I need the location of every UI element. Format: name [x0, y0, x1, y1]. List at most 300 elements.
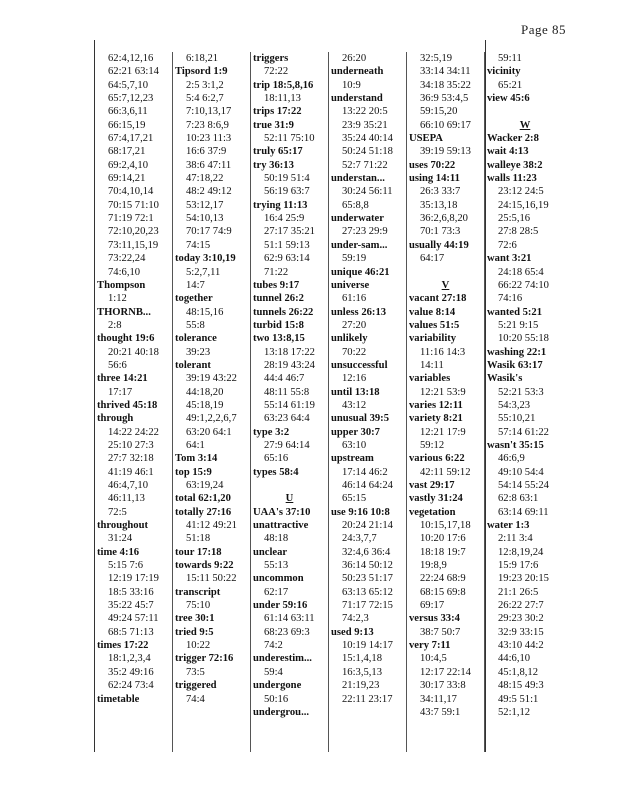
index-term: trip 18:5,8,16	[253, 79, 314, 91]
index-reference: 39:23	[186, 346, 211, 358]
index-reference: 66:15,19	[108, 119, 146, 131]
index-reference: 64:5,7,10	[108, 79, 149, 91]
index-term: unattractive	[253, 520, 309, 532]
index-term: using 14:11	[409, 173, 460, 185]
index-reference: 45:1,8,12	[498, 666, 539, 678]
index-reference: 15:11 50:22	[186, 573, 237, 585]
index-reference: 59:4	[264, 666, 283, 678]
index-reference: 48:15,16	[186, 306, 224, 318]
index-reference: 39:19 43:22	[186, 373, 237, 385]
index-reference: 16:4 25:9	[264, 213, 305, 225]
index-term: tubes 9:17	[253, 279, 300, 291]
index-term: trying 11:13	[253, 199, 308, 211]
index-reference: 64:17	[420, 253, 445, 265]
index-reference: 48:15 49:3	[498, 680, 544, 692]
index-term: vacant 27:18	[409, 293, 467, 305]
index-term: use 9:16 10:8	[331, 506, 390, 518]
index-reference: 55:10,21	[498, 413, 536, 425]
index-reference: 74:4	[186, 693, 205, 705]
index-reference: 44:4 46:7	[264, 373, 305, 385]
index-term: underwater	[331, 213, 384, 225]
index-reference: 73:11,15,19	[108, 239, 159, 251]
index-term: Thompson	[97, 279, 146, 291]
index-reference: 41:12 49:21	[186, 520, 237, 532]
index-term: uses 70:22	[409, 159, 456, 171]
index-reference: 12:17 22:14	[420, 666, 471, 678]
index-term: varies 12:11	[409, 399, 463, 411]
index-column-3	[250, 52, 328, 752]
index-reference: 46:6,9	[498, 453, 525, 465]
index-reference: 62:4,12,16	[108, 53, 154, 64]
index-term: timetable	[97, 693, 140, 705]
index-reference: 74:2	[264, 640, 283, 652]
index-reference: 32:9 33:15	[498, 626, 544, 638]
index-reference: 35:22 45:7	[108, 600, 154, 612]
index-term: various 6:22	[409, 453, 465, 465]
index-reference: 64:1	[186, 439, 205, 451]
index-reference: 68:5 71:13	[108, 626, 154, 638]
index-term: under 59:16	[253, 600, 308, 612]
index-reference: 73:5	[186, 666, 205, 678]
index-term: tree 30:1	[175, 613, 215, 625]
index-reference: 59:15,20	[420, 106, 458, 118]
index-term: variability	[409, 333, 457, 345]
index-term: THORNB...	[97, 306, 151, 318]
index-reference: 68:15 69:8	[420, 586, 466, 598]
index-reference: 7:10,13,17	[186, 106, 232, 118]
index-column-1	[95, 52, 172, 752]
index-reference: 62:17	[264, 586, 289, 598]
section-letter: W	[519, 119, 531, 131]
index-term: universe	[331, 279, 370, 291]
index-reference: 10:23 11:3	[186, 133, 232, 145]
index-reference: 26:20	[342, 53, 367, 64]
index-term: uncommon	[253, 573, 304, 585]
index-reference: 43:7 59:1	[420, 706, 461, 718]
index-reference: 54:14 55:24	[498, 480, 549, 491]
index-reference: 24:18 65:4	[498, 266, 544, 278]
index-term: vicinity	[487, 66, 521, 78]
index-term: totally 27:16	[175, 506, 232, 518]
index-reference: 65:15	[342, 493, 367, 505]
index-reference: 46:11,13	[108, 493, 145, 505]
index-reference: 27:8 28:5	[498, 226, 539, 238]
index-reference: 14:11	[420, 359, 444, 371]
index-reference: 17:17	[108, 386, 133, 398]
index-reference: 32:5,19	[420, 53, 453, 64]
index-term: versus 33:4	[409, 613, 460, 625]
index-reference: 50:16	[264, 693, 289, 705]
index-reference: 10:20 55:18	[498, 333, 549, 345]
index-term: undergrou...	[253, 706, 310, 718]
index-reference: 21:19,23	[342, 680, 380, 692]
index-reference: 5:2,7,11	[186, 266, 221, 278]
index-reference: 55:13	[264, 560, 289, 572]
index-reference: 73:22,24	[108, 253, 146, 265]
index-term: undergone	[253, 680, 302, 692]
index-reference: 59:11	[498, 53, 522, 64]
index-reference: 33:14 34:11	[420, 66, 471, 78]
index-term: walls 11:23	[487, 173, 537, 185]
index-reference: 27:23 29:9	[342, 226, 388, 238]
index-reference: 69:14,21	[108, 173, 146, 185]
index-reference: 43:10 44:2	[498, 640, 544, 652]
index-reference: 22:24 68:9	[420, 573, 466, 585]
index-reference: 30:17 33:8	[420, 680, 466, 692]
index-reference: 5:4 6:2,7	[186, 93, 224, 105]
index-reference: 74:2,3	[342, 613, 369, 625]
index-reference: 19:8,9	[420, 560, 447, 572]
index-reference: 63:20 64:1	[186, 426, 232, 438]
index-term: until 13:18	[331, 386, 380, 398]
index-reference: 56:19 63:7	[264, 186, 310, 198]
index-term: USEPA	[409, 133, 443, 145]
index-reference: 7:23 8:6,9	[186, 119, 229, 131]
index-term: Tom 3:14	[175, 453, 218, 465]
index-reference: 62:24 73:4	[108, 680, 154, 692]
index-term: Wasik's	[487, 373, 523, 385]
index-term: vastly 31:24	[409, 493, 463, 505]
index-reference: 21:1 26:5	[498, 586, 539, 598]
index-term: triggers	[253, 53, 289, 64]
index-reference: 62:8 63:1	[498, 493, 539, 505]
index-reference: 61:14 63:11	[264, 613, 315, 625]
index-reference	[485, 105, 565, 118]
index-reference: 10:19 14:17	[342, 640, 393, 652]
index-reference: 48:18	[264, 533, 289, 545]
index-term: underneath	[331, 66, 384, 78]
index-term: unusual 39:5	[331, 413, 389, 425]
index-column-5	[406, 52, 484, 752]
section-letter: V	[441, 279, 450, 291]
index-reference: 55:14 61:19	[264, 399, 315, 411]
index-reference: 18:18 19:7	[420, 546, 466, 558]
index-term: unlikely	[331, 333, 368, 345]
index-term: unsuccessful	[331, 359, 388, 371]
index-reference: 69:2,4,10	[108, 159, 149, 171]
index-reference: 34:18 35:22	[420, 79, 471, 91]
index-term: washing 22:1	[487, 346, 547, 358]
index-reference: 12:8,19,24	[498, 546, 544, 558]
index-reference: 75:10	[186, 600, 211, 612]
index-reference: 15:9 17:6	[498, 560, 539, 572]
index-reference: 51:1 59:13	[264, 239, 310, 251]
index-term: type 3:2	[253, 426, 290, 438]
index-reference: 36:2,6,8,20	[420, 213, 468, 225]
index-reference: 5:21 9:15	[498, 319, 539, 331]
index-reference: 49:1,2,2,6,7	[186, 413, 237, 425]
index-term: UAA's 37:10	[253, 506, 311, 518]
index-reference: 41:19 46:1	[108, 466, 154, 478]
index-reference: 26:3 33:7	[420, 186, 461, 198]
index-column-4	[328, 52, 406, 752]
index-reference: 39:19 59:13	[420, 146, 471, 158]
index-term: wanted 5:21	[487, 306, 543, 318]
index-term: vegetation	[409, 506, 456, 518]
index-reference: 17:14 46:2	[342, 466, 388, 478]
index-reference: 74:16	[498, 293, 523, 305]
index-reference: 63:19,24	[186, 480, 224, 491]
index-term: through	[97, 413, 134, 425]
index-reference: 70:1 73:3	[420, 226, 461, 238]
index-reference: 59:12	[420, 439, 445, 451]
index-term: variety 8:21	[409, 413, 463, 425]
index-reference: 49:10 54:4	[498, 466, 544, 478]
index-reference: 45:18,19	[186, 399, 224, 411]
index-reference	[251, 479, 328, 492]
index-reference: 22:11 23:17	[342, 693, 393, 705]
index-reference: 2:11 3:4	[498, 533, 533, 545]
index-reference: 16:3,5,13	[342, 666, 383, 678]
index-term: unless 26:13	[331, 306, 387, 318]
index-reference: 20:21 40:18	[108, 346, 159, 358]
index-reference: 35:24 40:14	[342, 133, 393, 145]
index-reference: 61:16	[342, 293, 367, 305]
index-reference: 65:16	[264, 453, 289, 465]
index-term: walleye 38:2	[487, 159, 543, 171]
index-reference: 38:6 47:11	[186, 159, 232, 171]
index-reference: 70:17 74:9	[186, 226, 232, 238]
index-term: times 17:22	[97, 640, 149, 652]
index-reference: 71:19 72:1	[108, 213, 154, 225]
index-reference: 29:23 30:2	[498, 613, 544, 625]
index-reference: 63:14 69:11	[498, 506, 549, 518]
index-reference: 70:22	[342, 346, 367, 358]
index-term: used 9:13	[331, 626, 374, 638]
index-reference: 56:6	[108, 359, 127, 371]
index-reference: 47:18,22	[186, 173, 224, 185]
index-reference: 62:21 63:14	[108, 66, 159, 78]
index-reference: 63:13 65:12	[342, 586, 393, 598]
index-term: triggered	[175, 680, 217, 692]
index-reference: 31:24	[108, 533, 133, 545]
index-reference: 19:23 20:15	[498, 573, 549, 585]
index-reference: 44:18,20	[186, 386, 224, 398]
index-reference: 38:7 50:7	[420, 626, 461, 638]
index-reference: 42:11 59:12	[420, 466, 471, 478]
index-reference: 66:10 69:17	[420, 119, 471, 131]
index-reference: 24:15,16,19	[498, 199, 549, 211]
index-reference: 36:9 53:4,5	[420, 93, 469, 105]
index-reference: 52:11 75:10	[264, 133, 315, 145]
index-reference: 65:8,8	[342, 199, 369, 211]
index-reference: 12:21 17:9	[420, 426, 466, 438]
index-term: under-sam...	[331, 239, 388, 251]
index-term: wasn't 35:15	[487, 439, 544, 451]
index-reference: 49:24 57:11	[108, 613, 159, 625]
index-reference: 53:12,17	[186, 199, 224, 211]
index-reference: 12:16	[342, 373, 367, 385]
index-reference: 35:13,18	[420, 199, 458, 211]
index-term: wait 4:13	[487, 146, 529, 158]
index-reference: 72:10,20,23	[108, 226, 159, 238]
index-term: time 4:16	[97, 546, 140, 558]
index-reference: 62:9 63:14	[264, 253, 310, 265]
index-reference: 28:19 43:24	[264, 359, 315, 371]
index-reference	[407, 266, 484, 279]
index-reference: 10:22	[186, 640, 211, 652]
index-reference: 71:22	[264, 266, 289, 278]
index-term: turbid 15:8	[253, 319, 304, 331]
index-reference: 67:4,17,21	[108, 133, 154, 145]
index-reference: 65:21	[498, 79, 523, 91]
index-reference: 72:5	[108, 506, 127, 518]
index-reference: 23:9 35:21	[342, 119, 388, 131]
index-reference: 14:22 24:22	[108, 426, 159, 438]
index-reference: 55:8	[186, 319, 205, 331]
index-term: value 8:14	[409, 306, 456, 318]
index-term: understand	[331, 93, 383, 105]
index-reference: 10:4,5	[420, 653, 447, 665]
index-reference: 5:15 7:6	[108, 560, 144, 572]
index-reference: 50:19 51:4	[264, 173, 310, 185]
index-reference: 63:10	[342, 439, 367, 451]
index-term: vast 29:17	[409, 480, 455, 491]
index-reference: 30:24 56:11	[342, 186, 393, 198]
index-reference: 46:14 64:24	[342, 480, 393, 491]
index-reference: 36:14 50:12	[342, 560, 393, 572]
index-reference: 72:6	[498, 239, 517, 251]
index-term: values 51:5	[409, 319, 460, 331]
index-reference: 20:24 21:14	[342, 520, 393, 532]
index-reference: 46:4,7,10	[108, 480, 149, 491]
index-reference: 54:10,13	[186, 213, 224, 225]
index-term: three 14:21	[97, 373, 148, 385]
index-reference: 27:7 32:18	[108, 453, 154, 465]
index-reference: 74:15	[186, 239, 211, 251]
index-reference: 6:18,21	[186, 53, 219, 64]
index-reference: 54:3,23	[498, 399, 531, 411]
index-reference: 68:17,21	[108, 146, 146, 158]
index-reference: 25:10 27:3	[108, 439, 154, 451]
index-term: two 13:8,15	[253, 333, 305, 345]
index-term: underestim...	[253, 653, 312, 665]
index-reference: 70:4,10,14	[108, 186, 154, 198]
index-reference: 18:11,13	[264, 93, 301, 105]
index-term: upstream	[331, 453, 374, 465]
index-term: understan...	[331, 173, 385, 185]
index-term: Wacker 2:8	[487, 133, 539, 145]
index-term: trigger 72:16	[175, 653, 234, 665]
index-reference: 15:1,4,18	[342, 653, 383, 665]
index-term: variables	[409, 373, 451, 385]
page-number: Page 85	[520, 22, 566, 37]
index-term: together	[175, 293, 213, 305]
index-reference: 57:14 61:22	[498, 426, 549, 438]
index-reference: 65:7,12,23	[108, 93, 154, 105]
index-reference: 68:23 69:3	[264, 626, 310, 638]
index-reference: 69:17	[420, 600, 445, 612]
index-term: thrived 45:18	[97, 399, 158, 411]
index-reference: 10:9	[342, 79, 361, 91]
index-term: very 7:11	[409, 640, 451, 652]
index-reference: 11:16 14:3	[420, 346, 466, 358]
index-term: tried 9:5	[175, 626, 214, 638]
index-reference: 51:18	[186, 533, 211, 545]
index-reference: 18:1,2,3,4	[108, 653, 151, 665]
index-term: unique 46:21	[331, 266, 390, 278]
index-term: types 58:4	[253, 466, 299, 478]
index-reference: 2:5 3:1,2	[186, 79, 224, 91]
index-reference: 48:11 55:8	[264, 386, 310, 398]
index-reference: 63:23 64:4	[264, 413, 310, 425]
index-columns	[95, 52, 563, 752]
index-reference: 71:17 72:15	[342, 600, 393, 612]
index-reference: 52:7 71:22	[342, 159, 388, 171]
index-term: tunnels 26:22	[253, 306, 314, 318]
index-reference: 26:22 27:7	[498, 600, 544, 612]
index-reference: 72:22	[264, 66, 289, 78]
index-reference: 14:7	[186, 279, 205, 291]
index-reference: 66:3,6,11	[108, 106, 148, 118]
index-reference: 52:21 53:3	[498, 386, 544, 398]
index-column-6	[484, 52, 565, 752]
index-reference: 35:2 49:16	[108, 666, 154, 678]
index-reference: 48:2 49:12	[186, 186, 232, 198]
index-reference: 27:17 35:21	[264, 226, 315, 238]
index-reference: 59:19	[342, 253, 367, 265]
index-term: throughout	[97, 520, 149, 532]
index-reference: 12:19 17:19	[108, 573, 159, 585]
index-reference: 49:5 51:1	[498, 693, 539, 705]
index-term: water 1:3	[487, 520, 530, 532]
index-reference: 43:12	[342, 399, 367, 411]
index-term: tour 17:18	[175, 546, 222, 558]
index-reference: 27:20	[342, 319, 367, 331]
index-reference: 32:4,6 36:4	[342, 546, 391, 558]
index-reference: 13:18 17:22	[264, 346, 315, 358]
index-term: tolerant	[175, 359, 211, 371]
index-reference: 44:6,10	[498, 653, 531, 665]
section-letter: U	[285, 493, 294, 505]
index-reference: 50:23 51:17	[342, 573, 393, 585]
index-term: towards 9:22	[175, 560, 234, 572]
index-reference: 18:5 33:16	[108, 586, 154, 598]
index-reference: 50:24 51:18	[342, 146, 393, 158]
index-reference: 16:6 37:9	[186, 146, 227, 158]
index-term: thought 19:6	[97, 333, 155, 345]
index-reference: 24:3,7,7	[342, 533, 377, 545]
index-reference: 74:6,10	[108, 266, 141, 278]
index-term: upper 30:7	[331, 426, 380, 438]
index-term: want 3:21	[487, 253, 532, 265]
index-term: truly 65:17	[253, 146, 303, 158]
index-reference: 1:12	[108, 293, 127, 305]
index-term: Tipsord 1:9	[175, 66, 228, 78]
index-term: trips 17:22	[253, 106, 302, 118]
index-reference: 13:22 20:5	[342, 106, 388, 118]
index-term: Wasik 63:17	[487, 359, 543, 371]
index-reference: 34:11,17	[420, 693, 457, 705]
index-term: tunnel 26:2	[253, 293, 304, 305]
index-reference: 66:22 74:10	[498, 279, 549, 291]
index-term: top 15:9	[175, 466, 212, 478]
index-term: transcript	[175, 586, 221, 598]
index-term: try 36:13	[253, 159, 294, 171]
index-reference: 2:8	[108, 319, 122, 331]
index-reference: 12:21 53:9	[420, 386, 466, 398]
index-reference: 23:12 24:5	[498, 186, 544, 198]
index-term: tolerance	[175, 333, 217, 345]
index-term: true 31:9	[253, 119, 294, 131]
index-reference: 52:1,12	[498, 706, 531, 718]
index-reference: 10:20 17:6	[420, 533, 466, 545]
index-reference: 25:5,16	[498, 213, 531, 225]
index-reference: 10:15,17,18	[420, 520, 471, 532]
index-term: unclear	[253, 546, 288, 558]
index-reference: 70:15 71:10	[108, 199, 159, 211]
index-term: total 62:1,20	[175, 493, 231, 505]
